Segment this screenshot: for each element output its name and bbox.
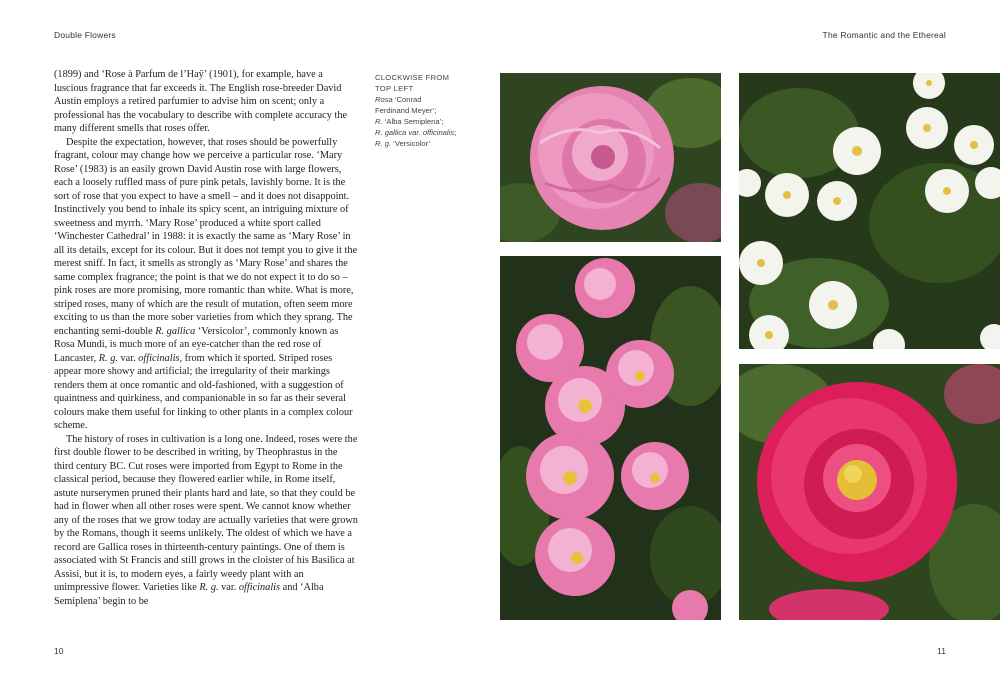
paragraph-2-text-b: ‘Versicolor’, commonly known as Rosa Mundi, is much more of an eye-catcher than the red rose of Lancaster, xyxy=(54,325,339,364)
caption-line-3 xyxy=(375,116,485,127)
paragraph-2-text-a: Despite the expectation, however, that roses should be powerfully fragrant, colour may change how we perceive a particular rose. ‘Mary Rose’ (1983) is an easily grown David Austin rose with large flowers, each a loosely ruffled mass of pure pink petals, lavishly borne. It is the sort of rose that you expect to have a smell – and it does not disappoint. Instinctively you bend to inhale its spicy scent, an intriguing mixture of sweetness and myrrh. ‘Mary Rose’ produced a white sport called ‘Winchester Cathedral’ in 1988: it is exactly the same as ‘Mary Rose’ in all its details, except for its colour. But it does not tempt you to give it the merest sniff. In fact, it smells as strongly as ‘Mary Rose’ and shares the same complex fragrance; the point is that we do not expect it to do so – pink roses are more promising, more romantic than white. What is more, striped roses, many of which are the result of mutation, often seem more exciting to us than the more sober varieties from which they sprang. The enchanting semi-double xyxy=(54,136,358,337)
paragraph-2-italic-1: R. gallica xyxy=(155,325,196,337)
photo-magenta-rose xyxy=(739,364,1000,620)
caption-line-1-text: ‘Conrad xyxy=(392,95,422,104)
white-roses-image xyxy=(739,73,1000,349)
paragraph-3-italic-1: R. g. xyxy=(199,582,219,593)
caption-line-5-italic: R. g. xyxy=(375,139,392,148)
paragraph-2-text-d: , from which it sported. Striped roses appear more showy and artificial; the irregularity of their markings renders them at once romantic and old-fashioned, with a suggestion of quaintness and quirkiness, and companionable in so far as their several colours make them useful for linking to other plants in a complex colour scheme. xyxy=(54,352,353,431)
paragraph-3-text-b: var. xyxy=(218,582,239,593)
caption-line-4-text: ; xyxy=(454,128,457,137)
page-number-left: 10 xyxy=(54,646,64,656)
paragraph-2-italic-2: R. g. xyxy=(98,352,118,364)
caption-line-5-text: ‘Versicolor’ xyxy=(391,139,431,148)
caption-line-5 xyxy=(375,138,485,149)
photo-striped-roses xyxy=(500,256,721,620)
caption-line-4 xyxy=(375,127,485,138)
caption-line-1 xyxy=(375,94,485,105)
caption-line-4-italic: R. gallica var. officinalis xyxy=(375,128,455,137)
pink-rose-image xyxy=(500,73,721,242)
caption-line-2: Ferdinand Meyer’; xyxy=(375,106,437,115)
paragraph-2-text-c: var. xyxy=(117,352,139,364)
paragraph-3-italic-2: officinalis xyxy=(238,582,281,593)
running-head-left: Double Flowers xyxy=(54,30,116,40)
caption-heading-2: TOP LEFT xyxy=(375,84,414,93)
paragraph-3-text-c: and ‘Alba Semiplena’ begin to be xyxy=(54,582,324,607)
caption-line-3-text: ‘Alba Semiplena’; xyxy=(382,117,444,126)
caption-line-3-italic: R. xyxy=(375,117,383,126)
photo-white-roses xyxy=(739,73,1000,349)
paragraph-1 xyxy=(54,68,358,136)
photo-caption xyxy=(375,72,485,149)
paragraph-2-italic-3: officinalis xyxy=(138,352,180,364)
paragraph-1-text: (1899) and ‘Rose à Parfum de l’Haÿ’ (1901), for example, have a luscious fragrance that far exceeds it. The English rose-breeder David Austin employs a retired parfumier to advise him on scent; only a professional has the vocabulary to describe with complete accuracy the many different smells that roses offer. xyxy=(54,69,348,134)
paragraph-3-text-a: The history of roses in cultivation is a long one. Indeed, roses were the first double flower to be described in writing, by Theophrastus in the third century BC. Cut roses were imported from Egypt to Rome in the classical period, because they flowered earlier while, in Rome itself, astute nurserymen pruned their plants hard and late, so that they could be had in flower when all other roses were spent. We cannot know whether any of the roses that we grow today are actually varieties that were grown by the Romans, though it seems unlikely. The oldest of which we have a record are Gallica roses in thirteenth-century paintings. One of them is associated with St Francis and still grows in the cloister of his Basilica at Assisi, but it is, to modern eyes, a fairly weedy plant with an unimpressive flower. Varieties like xyxy=(54,433,358,593)
caption-heading-1: CLOCKWISE FROM xyxy=(375,73,450,82)
paragraph-3 xyxy=(54,433,358,609)
paragraph-2 xyxy=(54,136,358,433)
striped-roses-image xyxy=(500,256,721,620)
caption-line-1-italic: Rosa xyxy=(375,95,393,104)
page-number-right: 11 xyxy=(937,646,946,656)
magenta-rose-image xyxy=(739,364,1000,620)
body-text xyxy=(54,68,358,608)
running-head-right: The Romantic and the Ethereal xyxy=(822,30,946,40)
photo-pink-rose xyxy=(500,73,721,242)
